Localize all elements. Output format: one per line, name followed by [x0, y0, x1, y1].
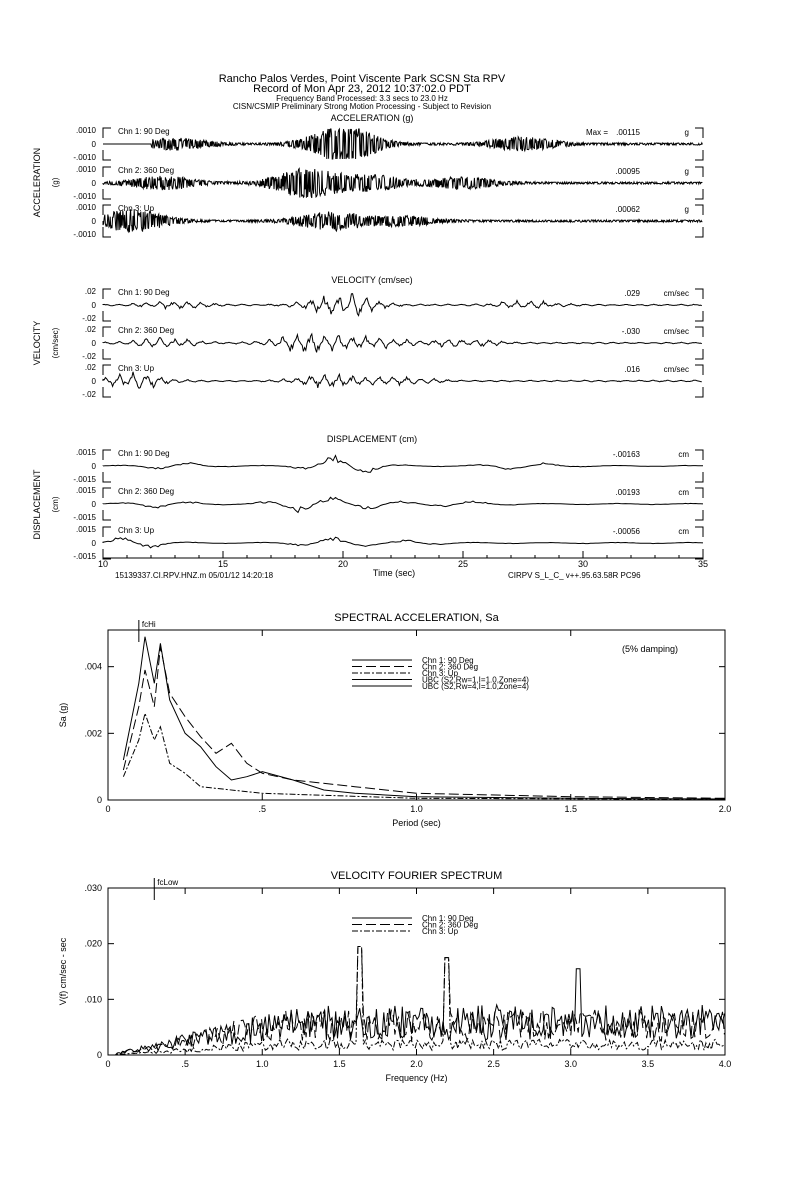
legend-label: Chn 3: Up	[422, 669, 459, 678]
damping-note: (5% damping)	[621, 644, 678, 654]
y-tick-label: .020	[84, 938, 102, 949]
channel-max: -.00056	[612, 527, 640, 536]
trace-2-1	[103, 497, 703, 512]
channel-label: Chn 2: 360 Deg	[118, 487, 175, 496]
x-tick-label: 0	[105, 1059, 111, 1069]
y-tick-label: 0	[96, 1050, 102, 1060]
y-tick-label: .002	[84, 728, 102, 739]
y-tick-label: .010	[84, 994, 102, 1005]
channel-max: .016	[624, 365, 640, 374]
sa-series-3	[123, 713, 725, 799]
channel-unit: g	[684, 167, 689, 176]
x-axis-label: Period (sec)	[392, 818, 441, 828]
x-tick-label: 1.5	[333, 1059, 346, 1069]
x-tick-label: 3.5	[641, 1059, 655, 1069]
station-title: Rancho Palos Verdes, Point Viscente Park SCSN Sta RPV	[218, 73, 506, 85]
trace-1-0	[103, 294, 702, 316]
legend-label: Chn 2: 360 Deg	[422, 920, 479, 930]
y-tick-label: .0015	[75, 486, 96, 495]
y-tick-label: -.0010	[73, 192, 96, 201]
x-tick-label: 0	[105, 804, 111, 814]
y-tick-label: .02	[84, 287, 96, 296]
channel-max: .00193	[615, 488, 640, 497]
y-tick-label: .0015	[75, 525, 96, 534]
y-tick-label: -.0010	[73, 153, 96, 162]
y-tick-label: -.02	[82, 314, 96, 323]
channel-unit: cm	[678, 488, 689, 497]
x-tick-label: .5	[181, 1059, 189, 1069]
channel-unit: g	[684, 205, 689, 214]
x-tick-label: 10	[97, 559, 109, 569]
x-tick-label: 1.0	[410, 804, 423, 814]
trace-1-2	[103, 372, 702, 388]
y-tick-label: -.0010	[73, 230, 96, 239]
y-axis-unit: (cm)	[51, 496, 60, 513]
y-axis-label: ACCELERATION	[32, 147, 42, 218]
y-tick-label: 0	[91, 339, 96, 348]
x-tick-label: 25	[457, 559, 469, 569]
trace-0-1	[103, 169, 702, 198]
channel-label: Chn 1: 90 Deg	[118, 127, 170, 136]
y-tick-label: -.0015	[73, 475, 96, 484]
channel-unit: cm/sec	[663, 327, 689, 336]
x-axis-label: Frequency (Hz)	[385, 1073, 448, 1083]
channel-label: Chn 1: 90 Deg	[118, 449, 170, 458]
frequency-band: Frequency Band Processed: 3.3 secs to 23.0 Hz	[276, 94, 448, 103]
y-tick-label: .02	[84, 363, 96, 372]
x-tick-label: 30	[577, 559, 589, 569]
channel-unit: cm/sec	[663, 289, 689, 298]
channel-label: Chn 3: Up	[118, 204, 155, 213]
y-tick-label: -.02	[82, 352, 96, 361]
x-tick-label: 20	[337, 559, 349, 569]
legend-label: Chn 1: 90 Deg	[422, 656, 474, 665]
fourier-series-2	[108, 947, 724, 1056]
x-tick-label: 4.0	[718, 1059, 732, 1069]
channel-max: .00062	[615, 205, 640, 214]
y-tick-label: 0	[91, 377, 96, 386]
footer-file: 15139337.CI.RPV.HNZ.m 05/01/12 14:20:18	[115, 571, 274, 580]
channel-label: Chn 2: 360 Deg	[118, 166, 175, 175]
y-tick-label: 0	[96, 795, 102, 805]
y-tick-label: -.0015	[73, 513, 96, 522]
trace-2-2	[103, 537, 703, 548]
y-axis-unit: (g)	[51, 177, 60, 188]
x-tick-label: 35	[697, 559, 709, 569]
x-tick-label: 2.0	[718, 804, 732, 814]
processing-note: CISN/CSMIP Preliminary Strong Motion Processing - Subject to Revision	[232, 102, 492, 111]
legend-label: UBC (S2,Rw=1,I=1.0,Zone=4)	[422, 675, 529, 685]
legend-label: Chn 1: 90 Deg	[422, 914, 474, 923]
y-tick-label: .02	[84, 325, 96, 334]
channel-max: .00095	[615, 167, 640, 176]
channel-unit: cm	[678, 527, 689, 536]
cutoff-label: fcHi	[141, 620, 156, 629]
plot-title: SPECTRAL ACCELERATION, Sa	[334, 612, 499, 624]
y-axis-label: Sa (g)	[58, 702, 68, 728]
y-axis-label: DISPLACEMENT	[32, 469, 42, 540]
fourier-series-3	[108, 947, 724, 1056]
y-axis-unit: (cm/sec)	[51, 327, 60, 359]
channel-max: -.030	[621, 327, 640, 336]
channel-unit: g	[684, 128, 689, 137]
y-tick-label: .030	[84, 883, 102, 893]
channel-label: Chn 3: Up	[118, 364, 155, 373]
channel-label: Chn 1: 90 Deg	[118, 288, 170, 297]
y-tick-label: 0	[91, 462, 96, 471]
y-tick-label: .0015	[75, 448, 96, 457]
channel-max: .029	[624, 289, 640, 298]
trace-0-2	[103, 209, 702, 232]
legend-label: Chn 3: Up	[422, 927, 459, 936]
x-tick-label: 2.0	[410, 1059, 423, 1069]
x-axis-label: Time (sec)	[372, 568, 416, 578]
channel-unit: cm	[678, 450, 689, 459]
panel-title: VELOCITY (cm/sec)	[331, 275, 413, 285]
channel-label: Chn 2: 360 Deg	[118, 326, 175, 335]
channel-label: Chn 3: Up	[118, 526, 155, 535]
y-tick-label: 0	[91, 539, 96, 548]
y-axis-label: V(f) cm/sec - sec	[58, 937, 68, 1006]
x-tick-label: 3.0	[564, 1059, 578, 1069]
cutoff-label: fcLow	[157, 878, 179, 887]
trace-0-0	[103, 129, 702, 159]
x-tick-label: 1.5	[564, 804, 578, 814]
legend-label: Chn 2: 360 Deg	[422, 662, 479, 672]
y-tick-label: .0010	[75, 203, 96, 212]
x-tick-label: .5	[258, 804, 267, 814]
y-tick-label: -.02	[82, 390, 96, 399]
x-tick-label: 15	[217, 559, 229, 569]
y-tick-label: 0	[91, 301, 96, 310]
y-tick-label: .0010	[75, 126, 96, 135]
y-tick-label: 0	[91, 217, 96, 226]
channel-max: .00115	[616, 128, 640, 137]
legend-label: UBC (S2,Rw=4,I=1.0,Zone=4)	[422, 682, 529, 691]
x-tick-label: 1.0	[255, 1059, 269, 1069]
plot-frame	[108, 630, 725, 800]
y-tick-label: 0	[91, 500, 96, 509]
max-label: Max =	[585, 128, 608, 137]
channel-unit: cm/sec	[663, 365, 689, 374]
y-axis-label: VELOCITY	[32, 320, 42, 366]
record-date: Record of Mon Apr 23, 2012 10:37:02.0 PDT	[253, 83, 471, 95]
x-tick-label: 2.5	[487, 1059, 500, 1069]
y-tick-label: 0	[91, 179, 96, 188]
y-tick-label: 0	[91, 140, 96, 149]
trace-1-1	[103, 334, 702, 352]
y-tick-label: .004	[84, 661, 102, 672]
y-tick-label: -.0015	[73, 552, 96, 561]
y-tick-label: .0010	[75, 165, 96, 174]
footer-version: CIRPV S_L_C_ v++.95.63.58R PC96	[508, 571, 641, 580]
panel-title: ACCELERATION (g)	[330, 113, 414, 123]
plot-title: VELOCITY FOURIER SPECTRUM	[330, 870, 503, 882]
panel-title: DISPLACEMENT (cm)	[326, 434, 418, 444]
channel-max: -.00163	[612, 450, 640, 459]
